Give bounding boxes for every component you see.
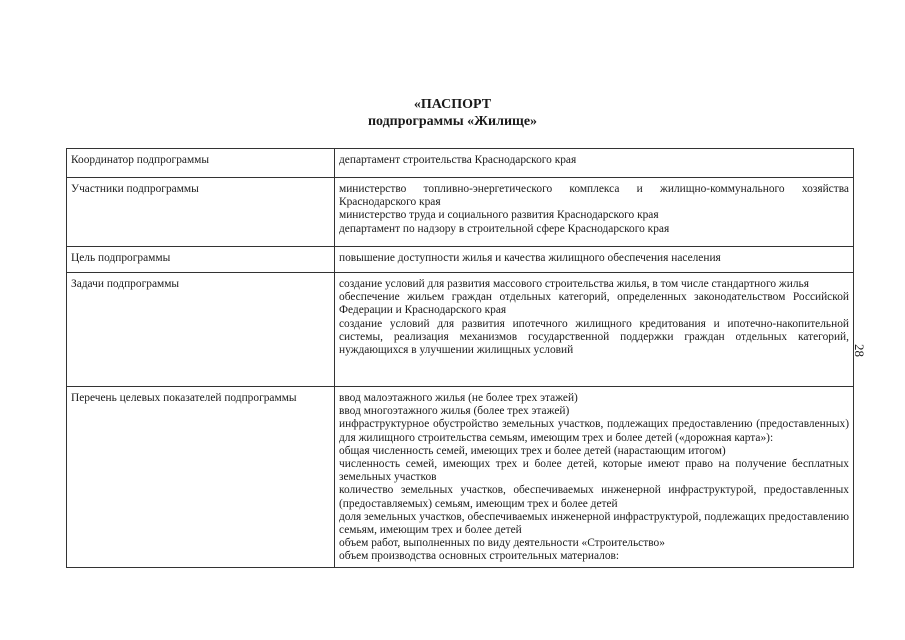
row-label: Координатор подпрограммы [67, 149, 335, 178]
table-row-participants [67, 178, 854, 247]
row-value [335, 387, 854, 568]
value-item: ввод малоэтажного жилья (не более трех этажей) [339, 392, 578, 404]
value-item: ввод многоэтажного жилья (более трех этажей) [339, 405, 570, 418]
value-item: объем производства основных строительных материалов: [339, 550, 620, 563]
table-row-coordinator [67, 149, 854, 178]
value-item: создание условий для развития массового строительства жилья, в том числе стандартного жилья [339, 278, 809, 290]
value-item: министерство труда и социального развития Краснодарского края [339, 209, 659, 222]
document-title [0, 96, 905, 130]
value-item: инфраструктурное обустройство земельных участков, подлежащих предоставлению (предоставленных) для жилищного строительства семьям, имеющим трех и более детей («дорожная карта»): [339, 418, 849, 444]
row-value [335, 247, 854, 273]
passport-table [66, 148, 854, 568]
value-item: общая численность семей, имеющих трех и более детей (нарастающим итогом) [339, 444, 726, 457]
value-item: количество земельных участков, обеспечиваемых инженерной инфраструктурой, предоставленных (предоставляемых) семьям, имеющим трех и более детей [339, 484, 849, 510]
row-label: Перечень целевых показателей подпрограммы [67, 387, 335, 568]
value-item: министерство топливно-энергетического комплекса и жилищно-коммунального хозяйства Краснодарского края [339, 183, 849, 209]
value-item: объем работ, выполненных по виду деятельности «Строительство» [339, 537, 665, 550]
value-item: доля земельных участков, обеспечиваемых инженерной инфраструктурой, подлежащих предоставлению семьям, имеющим трех и более детей [339, 510, 849, 537]
row-value [335, 149, 854, 178]
value-item: создание условий для развития ипотечного жилищного кредитования и ипотечно-накопительной системы, реализация механизмов государственной поддержки граждан отдельных категорий, нуждающихся в улучшении жилищных условий [339, 317, 849, 357]
value-item: повышение доступности жилья и качества жилищного обеспечения населения [339, 252, 721, 264]
title-line-subprogram: подпрограммы «Жилище» [367, 114, 538, 129]
value-item: численность семей, имеющих трех и более детей, которые имеют право на получение бесплатных земельных участков [339, 458, 849, 484]
value-item: департамент по надзору в строительной сфере Краснодарского края [339, 222, 670, 235]
value-item: департамент строительства Краснодарского края [339, 154, 577, 166]
title-line-passport: «ПАСПОРТ [413, 97, 492, 112]
row-label: Задачи подпрограммы [67, 273, 335, 387]
table-row-indicators [67, 387, 854, 568]
row-value [335, 178, 854, 247]
row-label: Участники подпрограммы [67, 178, 335, 247]
page-number: 28 [852, 344, 867, 357]
row-label: Цель подпрограммы [67, 247, 335, 273]
table-row-tasks [67, 273, 854, 387]
table-row-goal [67, 247, 854, 273]
row-value [335, 273, 854, 387]
value-item: обеспечение жильем граждан отдельных категорий, определенных законодательством Российской Федерации и Краснодарского края [339, 291, 849, 317]
